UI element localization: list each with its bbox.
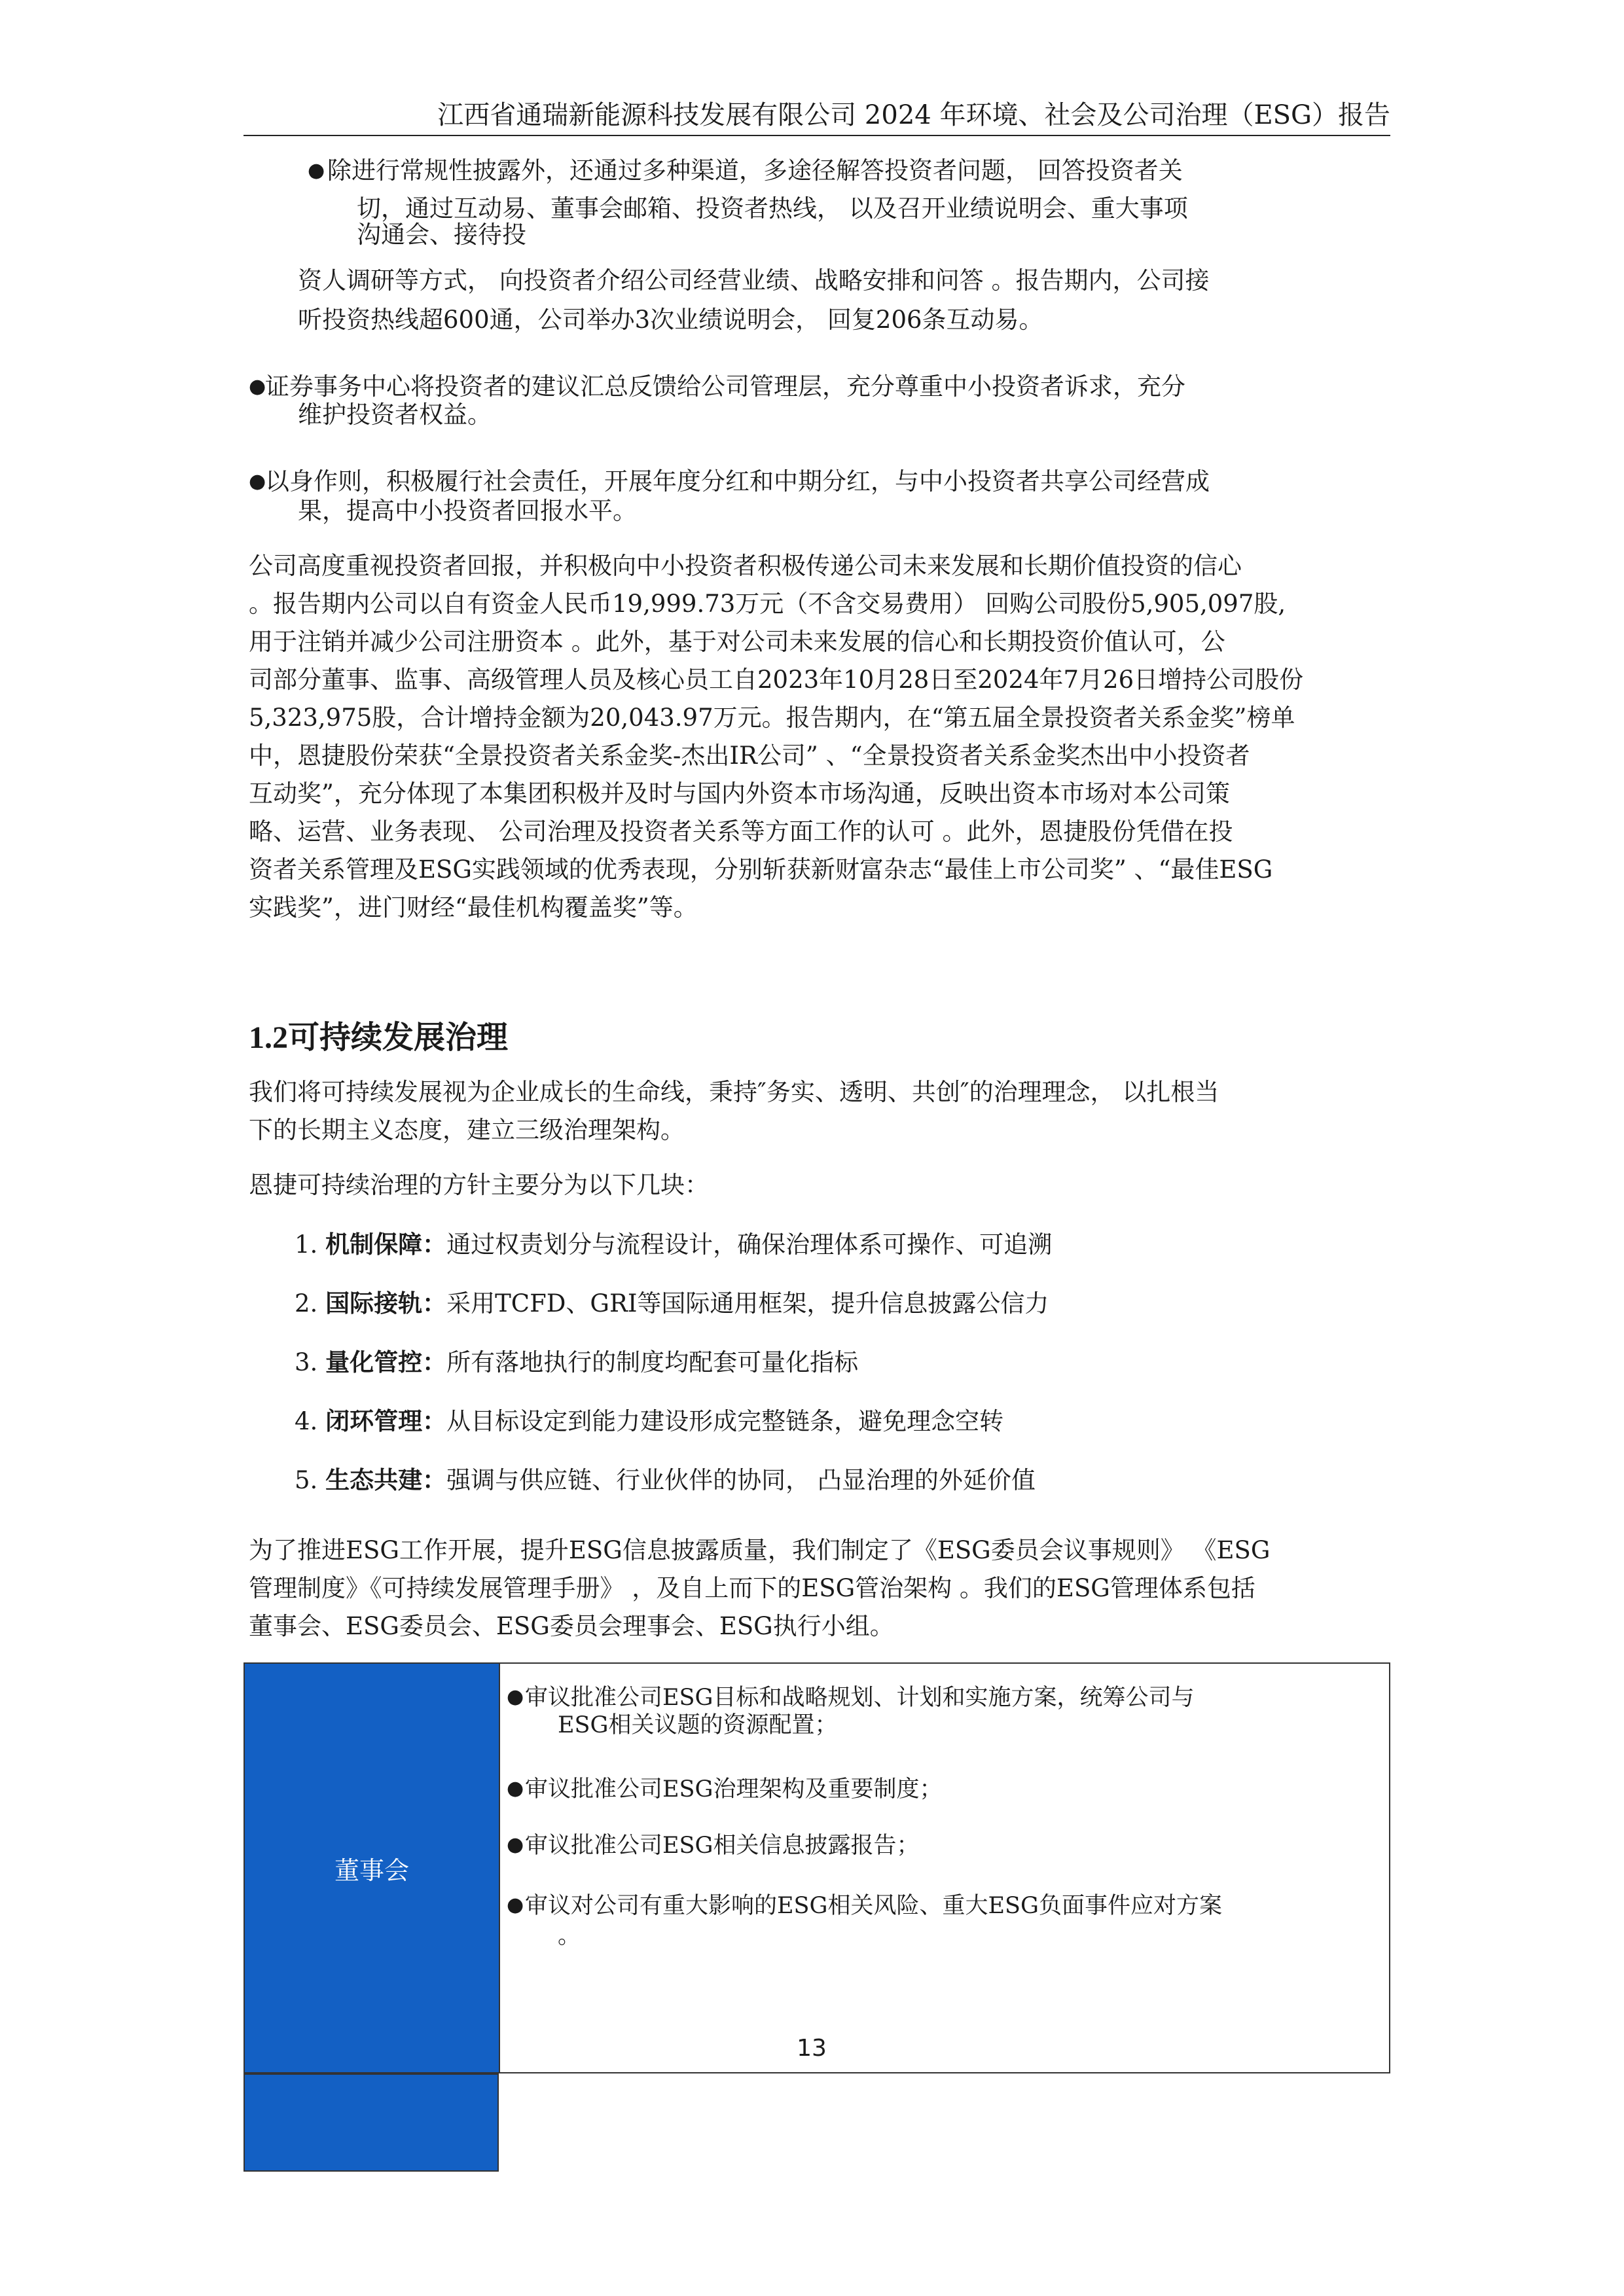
section-title: 可持续发展治理 xyxy=(288,1019,509,1056)
section-heading xyxy=(249,1008,508,1067)
paragraph-line: 公司高度重视投资者回报，并积极向中小投资者积极传递公司未来发展和长期价值投资的信心 xyxy=(249,552,1242,580)
ir-bullet-1-line-2: 切，通过互动易、董事会邮箱、投资者热线， 以及召开业绩说明会、重大事项 xyxy=(357,194,1188,223)
ir-bullet-1-line-4: 资人调研等方式， 向投资者介绍公司经营业绩、战略安排和问答 。报告期内，公司接 xyxy=(298,266,1210,295)
paragraph-line: 资者关系管理及ESG实践领域的优秀表现，分别斩获新财富杂志“最佳上市公司奖” 、“最佳ESG xyxy=(249,855,1273,884)
policy-label: 闭环管理： xyxy=(325,1407,447,1435)
policy-item xyxy=(295,1225,1052,1264)
paragraph-line: 用于注销并减少公司注册资本 。此外，基于对公司未来发展的信心和长期投资价值认可，公 xyxy=(249,628,1225,656)
paragraph-line: 司部分董事、监事、高级管理人员及核心员工自2023年10月28日至2024年7月26日增持公司股份 xyxy=(249,666,1304,694)
ir-bullet-1-line-5: 听投资热线超600通，公司举办3次业绩说明会， 回复206条互动易。 xyxy=(298,306,1043,334)
ir-bullet-3-line-1: 以身作则，积极履行社会责任，开展年度分红和中期分红，与中小投资者共享公司经营成 xyxy=(265,467,1210,495)
header-divider xyxy=(244,135,1390,136)
policy-text: 通过权责划分与流程设计，确保治理体系可操作、可追溯 xyxy=(446,1230,1053,1259)
paragraph-line: 我们将可持续发展视为企业成长的生命线，秉持″务实、透明、共创″的治理理念， 以扎根当 xyxy=(249,1078,1219,1106)
policy-text: 采用TCFD、GRI等国际通用框架，提升信息披露公信力 xyxy=(446,1289,1049,1318)
policy-label: 国际接轨： xyxy=(325,1289,447,1318)
ir-bullet-3-line-2: 果，提高中小投资者回报水平。 xyxy=(298,497,637,525)
page-number: 13 xyxy=(797,2035,827,2062)
policy-text: 从目标设定到能力建设形成完整链条，避免理念空转 xyxy=(446,1407,1004,1435)
paragraph-line: 略、运营、业务表现、 公司治理及投资者关系等方面工作的认可 。此外，恩捷股份凭借在投 xyxy=(249,817,1233,846)
duty-4-line-2: 。 xyxy=(558,1923,581,1949)
ir-bullet-1-line-3: 沟通会、接待投 xyxy=(357,221,526,249)
section-number: 1.2 xyxy=(249,1020,288,1055)
paragraph-line: 管理制度》《可持续发展管理手册》 ，及自上而下的ESG管治架构 。我们的ESG管理体系包括 xyxy=(249,1574,1255,1602)
bullet-dot-icon: ● xyxy=(308,159,325,182)
table-divider xyxy=(499,1664,500,2072)
duty-4-line-1: 审议对公司有重大影响的ESG相关风险、重大ESG负面事件应对方案 xyxy=(525,1893,1222,1919)
paragraph-line: 下的长期主义态度，建立三级治理架构。 xyxy=(249,1116,685,1144)
paragraph-line: 。报告期内公司以自有资金人民币19,999.73万元（不含交易费用） 回购公司股份5,905,097股, xyxy=(249,590,1286,618)
paragraph-line: 5,323,975股，合计增持金额为20,043.97万元。报告期内，在“第五届全景投资者关系金奖”榜单 xyxy=(249,704,1295,732)
bullet-dot-icon: ● xyxy=(507,1833,524,1856)
paragraph-line: 中，恩捷股份荣获“全景投资者关系金奖-杰出IR公司” 、“全景投资者关系金奖杰出中小投资者 xyxy=(249,742,1250,770)
policy-label: 机制保障： xyxy=(325,1230,447,1259)
policy-number: 3. xyxy=(295,1348,318,1376)
policy-item xyxy=(295,1343,858,1382)
bullet-dot-icon: ● xyxy=(507,1685,524,1708)
paragraph-line: 为了推进ESG工作开展，提升ESG信息披露质量，我们制定了《ESG委员会议事规则》 《ESG xyxy=(249,1536,1271,1564)
policy-intro: 恩捷可持续治理的方针主要分为以下几块： xyxy=(249,1171,709,1199)
policy-number: 2. xyxy=(295,1289,318,1318)
board-label: 董事会 xyxy=(334,1856,409,1885)
policy-item xyxy=(295,1461,1036,1499)
bullet-dot-icon: ● xyxy=(507,1777,524,1800)
duty-1-line-2: ESG相关议题的资源配置； xyxy=(558,1712,838,1738)
governance-table xyxy=(244,1662,1390,2073)
policy-item xyxy=(295,1402,1003,1441)
next-row-cell xyxy=(244,2073,499,2172)
board-cell xyxy=(245,1664,499,2072)
policy-label: 生态共建： xyxy=(325,1465,447,1494)
policy-label: 量化管控： xyxy=(325,1348,447,1376)
header-title: 江西省通瑞新能源科技发展有限公司 2024 年环境、社会及公司治理（ESG）报告 xyxy=(437,100,1390,130)
ir-bullet-2-line-1: 证券事务中心将投资者的建议汇总反馈给公司管理层，充分尊重中小投资者诉求，充分 xyxy=(265,372,1185,401)
bullet-dot-icon: ● xyxy=(249,375,266,398)
paragraph-line: 互动奖”，充分体现了本集团积极并及时与国内外资本市场沟通，反映出资本市场对本公司策 xyxy=(249,780,1230,808)
policy-text: 强调与供应链、行业伙伴的协同， 凸显治理的外延价值 xyxy=(446,1466,1036,1494)
policy-number: 5. xyxy=(295,1466,318,1494)
bullet-dot-icon: ● xyxy=(507,1893,524,1916)
paragraph-line: 董事会、ESG委员会、ESG委员会理事会、ESG执行小组。 xyxy=(249,1612,894,1640)
policy-number: 1. xyxy=(295,1230,318,1259)
paragraph-line: 实践奖”，进门财经“最佳机构覆盖奖”等。 xyxy=(249,893,698,922)
policy-text: 所有落地执行的制度均配套可量化指标 xyxy=(446,1348,859,1376)
duty-1-line-1: 审议批准公司ESG目标和战略规划、计划和实施方案，统筹公司与 xyxy=(525,1685,1195,1711)
policy-number: 4. xyxy=(295,1407,318,1435)
ir-bullet-2-line-2: 维护投资者权益。 xyxy=(298,401,492,429)
duty-3-line-1: 审议批准公司ESG相关信息披露报告； xyxy=(525,1833,920,1859)
policy-item xyxy=(295,1284,1049,1323)
bullet-dot-icon: ● xyxy=(249,470,266,493)
ir-bullet-1-line-1: 除进行常规性披露外，还通过多种渠道，多途径解答投资者问题， 回答投资者关 xyxy=(327,156,1183,185)
duty-2-line-1: 审议批准公司ESG治理架构及重要制度； xyxy=(525,1776,943,1803)
